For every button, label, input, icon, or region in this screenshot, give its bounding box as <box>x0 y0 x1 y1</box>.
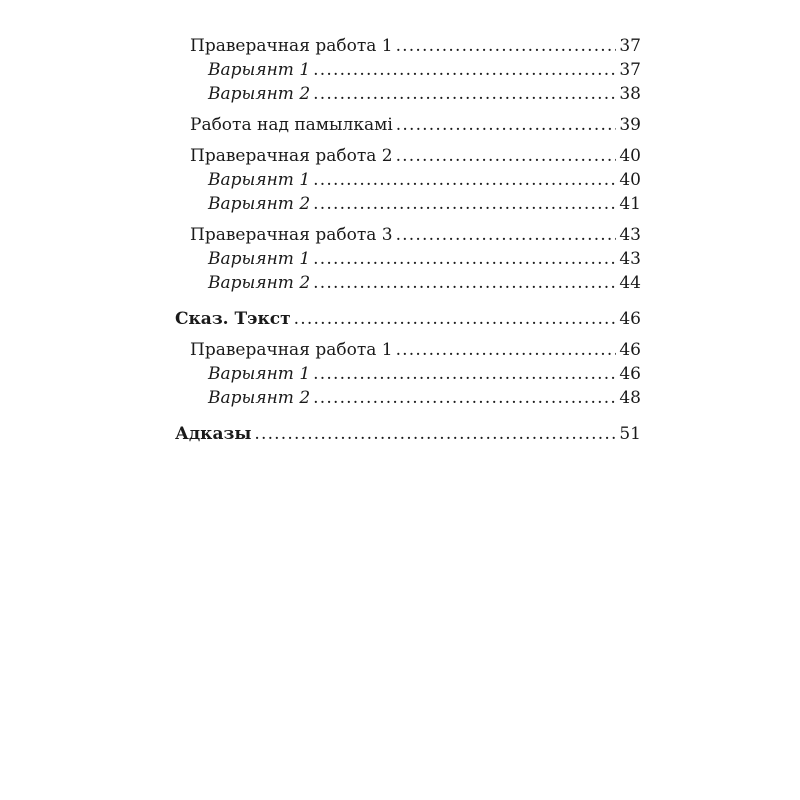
dot-leader <box>294 307 617 331</box>
toc-page-number: 46 <box>619 309 641 329</box>
dot-leader <box>396 338 617 362</box>
dot-leader <box>396 34 617 58</box>
toc-entry <box>175 58 641 82</box>
toc-entry <box>175 338 641 362</box>
toc-section-title: Сказ. Тэкст <box>175 309 291 329</box>
toc-entry-title: Варыянт 2 <box>208 388 311 408</box>
toc-page-number: 40 <box>619 146 641 166</box>
toc-page-number: 48 <box>619 388 641 408</box>
toc-entry-title: Варыянт 1 <box>208 249 311 269</box>
table-of-contents <box>175 34 641 446</box>
toc-section <box>175 307 641 331</box>
toc-entry <box>175 82 641 106</box>
toc-entry <box>175 144 641 168</box>
dot-leader <box>313 247 616 271</box>
toc-entry-title: Варыянт 1 <box>208 60 311 80</box>
toc-entry-title: Работа над памылкамі <box>190 115 393 135</box>
toc-page-number: 38 <box>619 84 641 104</box>
toc-entry <box>175 362 641 386</box>
toc-page-number: 37 <box>619 60 641 80</box>
toc-entry <box>175 386 641 410</box>
toc-entry <box>175 247 641 271</box>
dot-leader <box>254 422 616 446</box>
toc-entry-title: Варыянт 2 <box>208 84 311 104</box>
toc-entry-title: Праверачная работа 2 <box>190 146 393 166</box>
toc-entry <box>175 113 641 137</box>
toc-page-number: 37 <box>619 36 641 56</box>
toc-entry-title: Праверачная работа 1 <box>190 340 393 360</box>
dot-leader <box>396 144 617 168</box>
toc-page-number: 43 <box>619 249 641 269</box>
dot-leader <box>313 168 616 192</box>
toc-entry-title: Праверачная работа 3 <box>190 225 393 245</box>
toc-page-number: 44 <box>619 273 641 293</box>
dot-leader <box>313 192 616 216</box>
toc-entry <box>175 34 641 58</box>
dot-leader <box>313 271 616 295</box>
toc-page-number: 46 <box>619 340 641 360</box>
dot-leader <box>313 58 616 82</box>
toc-section-title: Адказы <box>175 424 252 444</box>
toc-section <box>175 422 641 446</box>
toc-entry <box>175 168 641 192</box>
toc-entry <box>175 271 641 295</box>
toc-page-number: 51 <box>619 424 641 444</box>
toc-entry <box>175 192 641 216</box>
dot-leader <box>313 362 616 386</box>
dot-leader <box>313 82 616 106</box>
toc-entry-title: Варыянт 2 <box>208 273 311 293</box>
spacer <box>175 295 641 307</box>
dot-leader <box>396 223 617 247</box>
dot-leader <box>313 386 616 410</box>
toc-page-number: 40 <box>619 170 641 190</box>
spacer <box>175 410 641 422</box>
toc-page-number: 43 <box>619 225 641 245</box>
spacer <box>175 216 641 223</box>
toc-page-number: 41 <box>619 194 641 214</box>
toc-entry-title: Праверачная работа 1 <box>190 36 393 56</box>
toc-entry-title: Варыянт 1 <box>208 364 311 384</box>
spacer <box>175 137 641 144</box>
spacer <box>175 106 641 113</box>
toc-entry-title: Варыянт 1 <box>208 170 311 190</box>
toc-entry <box>175 223 641 247</box>
spacer <box>175 331 641 338</box>
toc-page-number: 46 <box>619 364 641 384</box>
dot-leader <box>396 113 617 137</box>
toc-page-number: 39 <box>619 115 641 135</box>
toc-entry-title: Варыянт 2 <box>208 194 311 214</box>
